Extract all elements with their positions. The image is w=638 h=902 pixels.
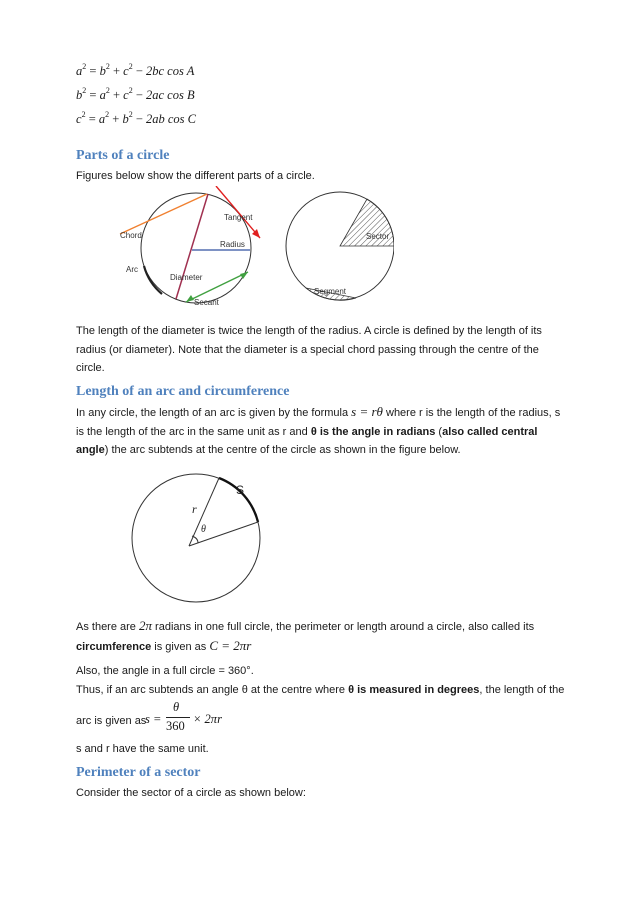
formula-circumference: C = 2πr [209, 637, 252, 653]
same-unit-note: s and r have the same unit. [76, 743, 209, 755]
circumference-paragraph: As there are 2π radians in one full circle, the perimeter or length around a circle, also called its circumference is given as C = 2πr [76, 618, 535, 653]
label-secant: Secant [194, 298, 219, 307]
cosine-rule-a: $a^2 = b^2 + c^2 - 2bc$ cos A [76, 62, 195, 78]
arc-length-paragraph: In any circle, the length of an arc is given by the formula s = rθ where r is the length of the radius, s is the length of the arc in the same unit as r and θ is the angle in radians (also called central angle) the arc subtends at the centre of the circle as shown in the figure below. [76, 404, 561, 456]
label-s: S [236, 483, 245, 497]
document-page: $a^2 = b^2 + c^2 - 2bc$ cos A $b^2 = a^2 + c^2 - 2ac$ cos B $c^2 = a^2 + b^2 - 2ab$ cos C Parts of a circle Figures below show the different parts of a circle. Chord Tangent Radius Arc Diameter Secant Sector Segment The length of the diameter is twice the length of the radius. A circle is defined by the length of its radius (or diameter). Note that the diameter is a special chord passing through the centre of the circle. Length of an arc and circumference In any circle, the length of an arc is given by the formula s = rθ where r is the length of the radius, s is the length of the arc in the same unit as r and θ is the angle in radians (also called central angle) the arc subtends at the centre of the circle as shown in the figure below. r S θ As there are 2π radians in one full circle, the perimeter or length around a circle, also called its circumference is given as C = 2πr Also, the angle in a full circle = 360°. Thus, if an arc subtends an angle θ at the centre where θ is measured in degrees, the length of the arc is given as s = θ 360 × 2πr s and r have the same unit. Perimeter of a sector Consider the sector of a circle as shown below: [0, 0, 638, 902]
formula-s-r-theta: s = rθ [351, 404, 383, 419]
degrees-paragraph: Thus, if an arc subtends an angle θ at the centre where θ is measured in degrees, the length of the [76, 684, 565, 696]
arc-given-as: arc is given as [76, 715, 147, 727]
heading-arc-length: Length of an arc and circumference [76, 384, 290, 399]
circle-parts-figure [116, 186, 266, 308]
heading-sector-perimeter: Perimeter of a sector [76, 765, 201, 780]
label-sector: Sector [366, 232, 390, 241]
cosine-rule-b: $b^2 = a^2 + c^2 - 2ac$ cos B [76, 86, 195, 102]
parts-intro: Figures below show the different parts of a circle. [76, 170, 315, 182]
label-chord: Chord [120, 231, 142, 240]
sector-intro: Consider the sector of a circle as shown below: [76, 787, 306, 799]
label-segment: Segment [314, 287, 347, 296]
two-pi: 2π [138, 618, 152, 633]
label-radius: Radius [220, 240, 245, 249]
label-diameter: Diameter [170, 273, 203, 282]
heading-parts-of-circle: Parts of a circle [76, 148, 170, 163]
label-arc: Arc [126, 265, 138, 274]
diameter-radius-paragraph: The length of the diameter is twice the length of the radius. A circle is defined by the length of its radius (or diameter). Note that the diameter is a special chord passing through the centre of the circle. [76, 325, 542, 374]
full-circle-angle: Also, the angle in a full circle = 360°. [76, 665, 254, 677]
arc-theta-figure [128, 466, 278, 606]
label-tangent: Tangent [224, 213, 253, 222]
label-r: r [192, 502, 197, 516]
cosine-rule-c: $c^2 = a^2 + b^2 - 2ab$ cos C [76, 110, 196, 126]
sector-segment-figure [284, 186, 394, 308]
label-theta: θ [201, 524, 206, 535]
